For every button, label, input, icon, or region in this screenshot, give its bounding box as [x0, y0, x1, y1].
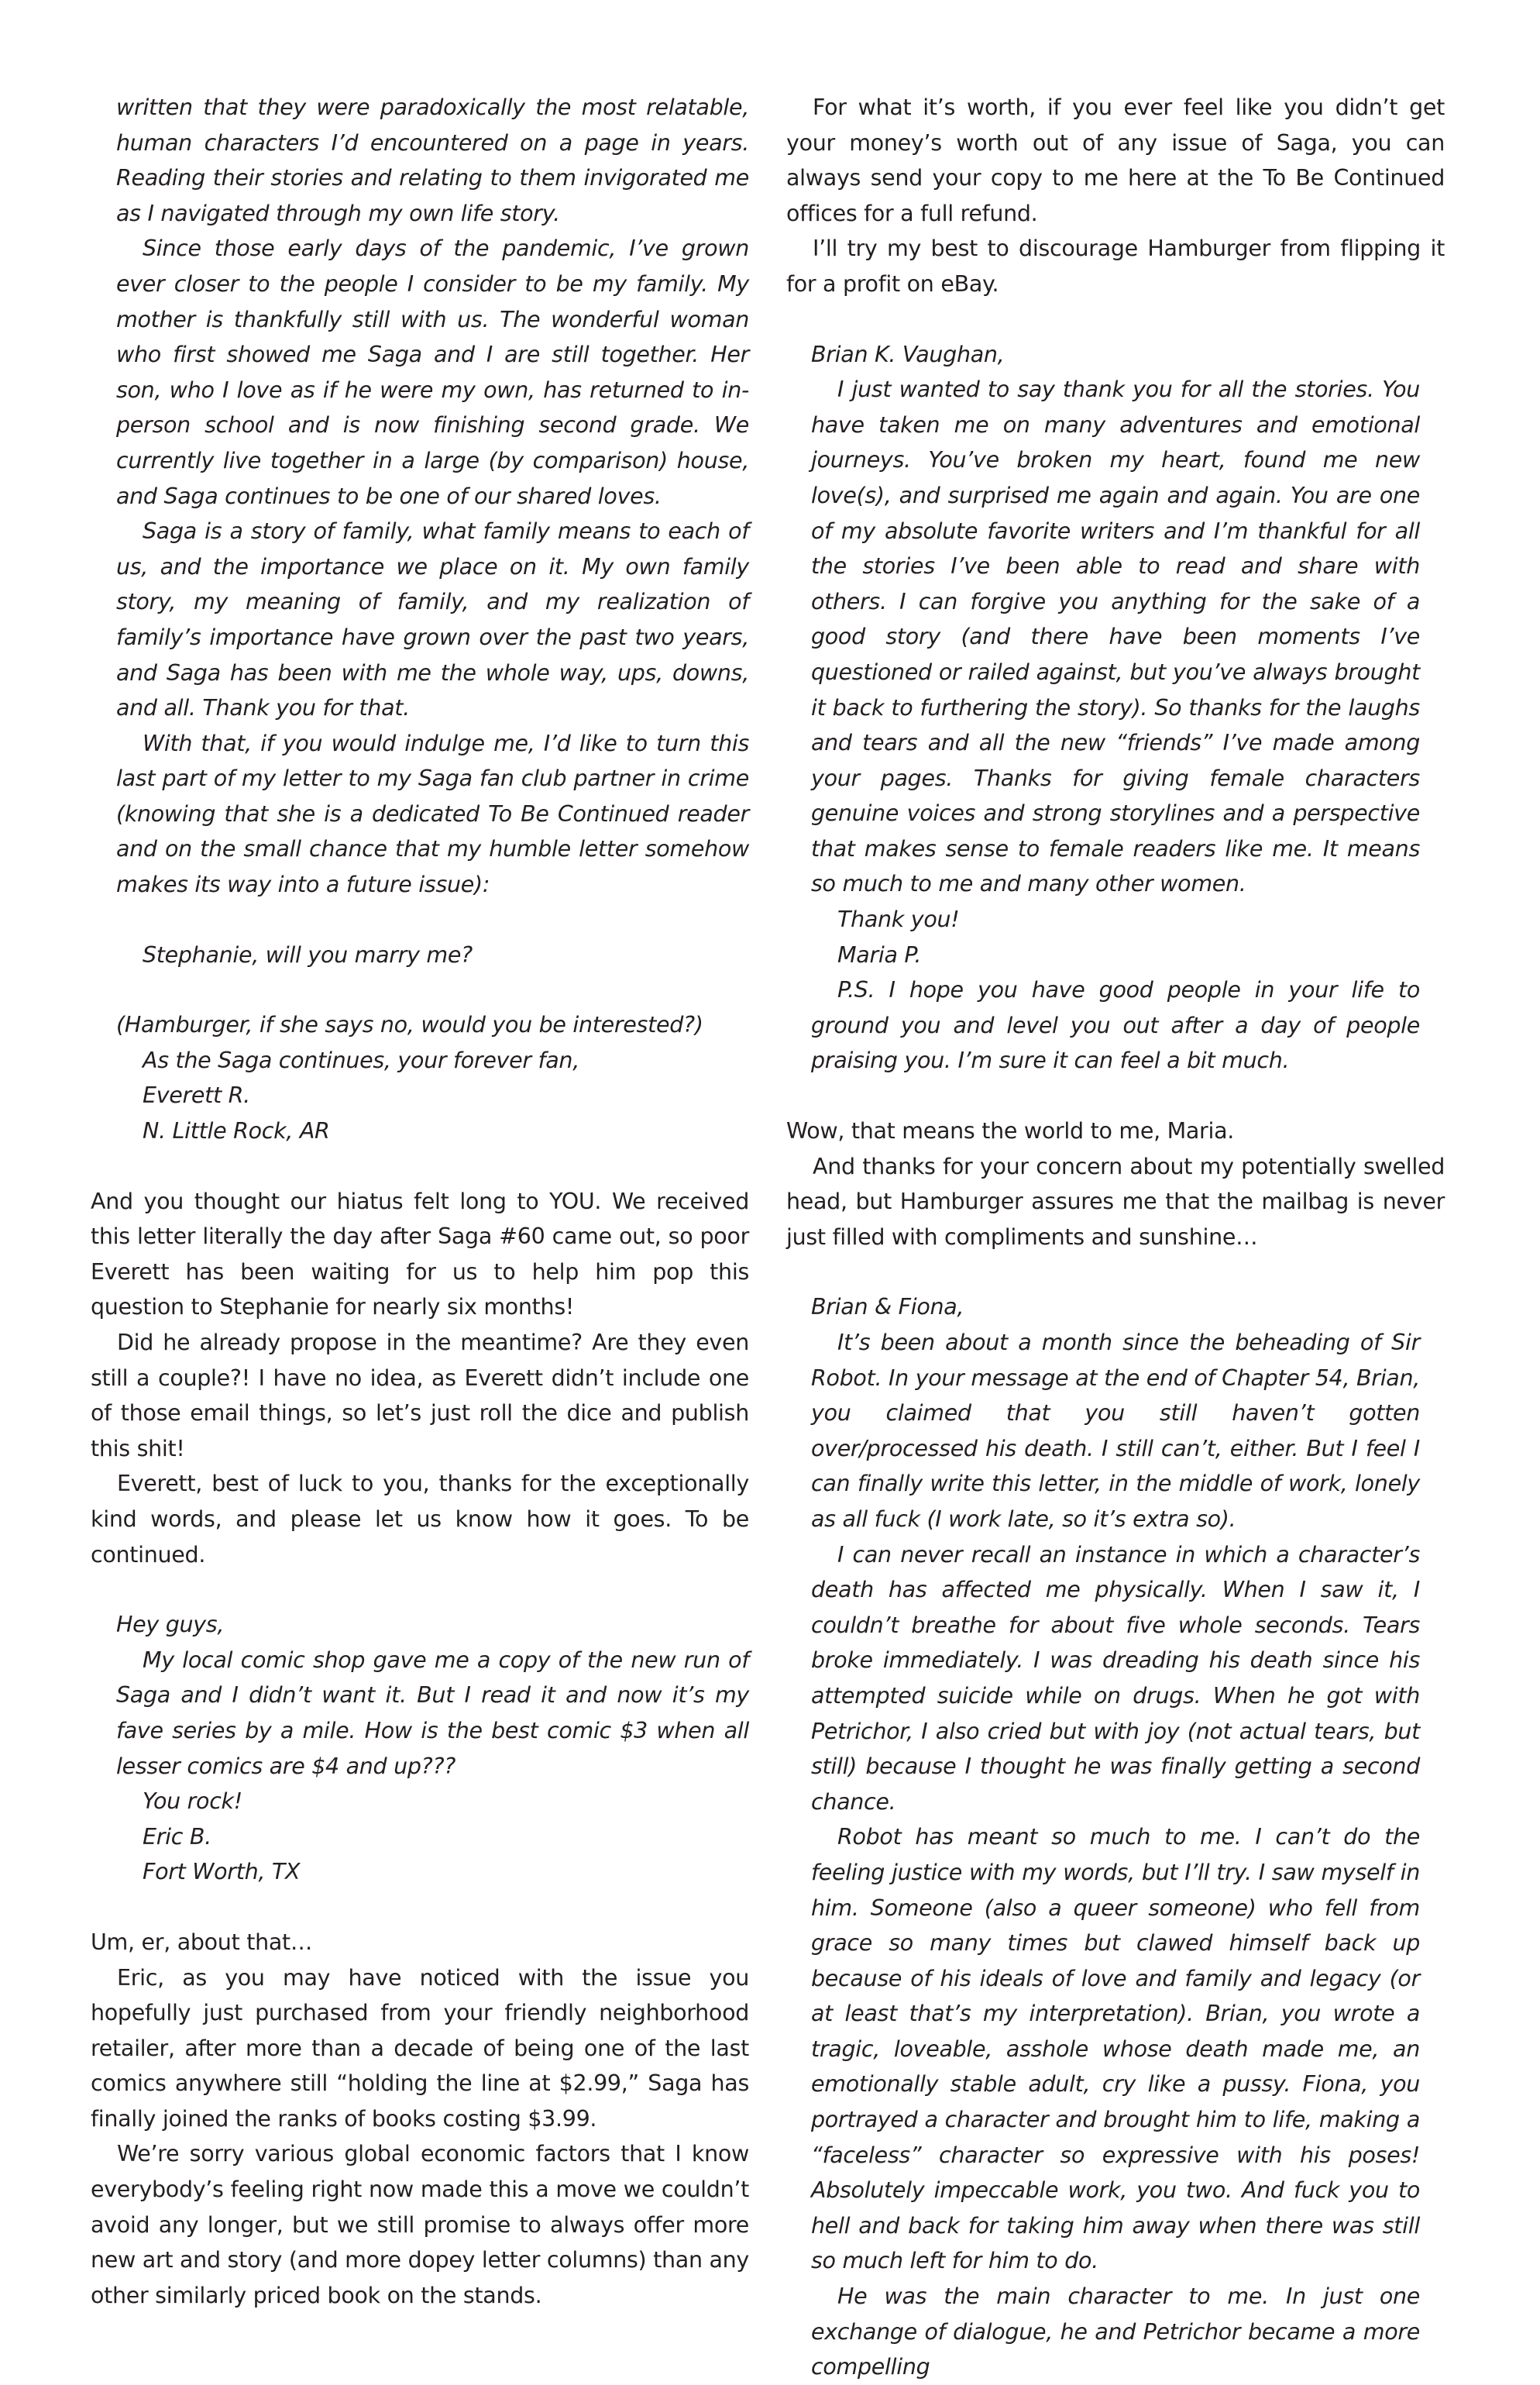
- letter-paragraph: I just wanted to say thank you for all the stories. You have taken me on many adventures and emotional journeys. You’ve broken my heart, found me new love(s), and surprised me again and again. You are one of my absolute favorite writers and I’m thankful for all the stories I’ve been able to read and share with others. I can forgive you anything for the sake of a good story (and there have been moments I’ve questioned or railed against, but you’ve always brought it back to furthering the story). So thanks for the laughs and tears and all the new “friends” I’ve made among your pages. Thanks for giving female characters genuine voices and strong storylines and a perspective that makes sense to female readers like me. It means so much to me and many other women.: [811, 377, 1420, 897]
- letter-paragraph: Since those early days of the pandemic, I’ve grown ever closer to the people I consider to be my family. My mother is thankfully still with us. The wonderful woman who first showed me Saga and I are still together. Her son, who I love as if he were my own, has returned to in-person school and is now finishing second grade. We currently live together in a large (by comparison) house, and Saga continues to be one of our shared loves.: [116, 236, 749, 509]
- reply-paragraph: Did he already propose in the meantime? Are they even still a couple?! I have no idea, as Everett didn’t include one of those email things, so let’s just roll the dice and publish this shit!: [91, 1330, 749, 1461]
- reply-paragraph: Everett, best of luck to you, thanks for the exceptionally kind words, and please let us know how it goes. To be continued.: [91, 1471, 749, 1568]
- letter-paragraph: It’s been about a month since the beheading of Sir Robot. In your message at the end of Chapter 54, Brian, you claimed that you still haven’t gotten over/processed his death. I still can’t, either. But I feel I can finally write this letter, in the middle of work, lonely as all fuck (I work late, so it’s extra so).: [811, 1330, 1420, 1532]
- letter-robot: [786, 1289, 1445, 2384]
- reply-everett: [91, 1184, 749, 1573]
- reply-paragraph: Um, er, about that…: [91, 1929, 313, 1955]
- letter-maria: [786, 337, 1445, 1079]
- letter-signoff: Thank you!: [837, 907, 960, 933]
- letter-paragraph: My local comic shop gave me a copy of the new run of Saga and I didn’t want it. But I read it and now it’s my fave series by a mile. How is the best comic $3 when all lesser comics are $4 and up???: [116, 1647, 749, 1779]
- letter-paragraph: He was the main character to me. In just one exchange of dialogue, he and Petrichor became a more compelling: [811, 2283, 1420, 2380]
- letter-paragraph: Robot has meant so much to me. I can’t do the feeling justice with my words, but I’ll try. I saw myself in him. Someone (also a queer someone) who fell from grace so many times but clawed himself back up because of his ideals of love and family and legacy (or at least that’s my interpretation). Brian, you wrote a tragic, loveable, asshole whose death made me, an emotionally stable adult, cry like a pussy. Fiona, you portrayed a character and brought him to life, making a “faceless” character so expressive with his poses! Absolutely impeccable work, you two. And fuck you to hell and back for taking him away when there was still so much left for him to do.: [811, 1824, 1420, 2274]
- letter-salutation: Brian & Fiona,: [811, 1294, 964, 1320]
- letter-paragraph: Saga is a story of family, what family means to each of us, and the importance we place on it. My own family story, my meaning of family, and my realization of family’s importance have grown over the past two years, and Saga has been with me the whole way, ups, downs, and all. Thank you for that.: [116, 518, 749, 721]
- letter-salutation: Hey guys,: [116, 1612, 225, 1638]
- letter-salutation: Brian K. Vaughan,: [811, 341, 1005, 367]
- reply-paragraph: We’re sorry various global economic factors that I know everybody’s feeling right now made this a move we couldn’t avoid any longer, but we still promise to always offer more new art and story (and more dopey letter columns) than any other similarly priced book on the stands.: [91, 2141, 749, 2308]
- letter-signature-name: Everett R.: [143, 1082, 250, 1109]
- letter-closing: As the Saga continues, your forever fan,: [143, 1047, 579, 1073]
- left-column: [91, 90, 749, 2313]
- letter-signoff: You rock!: [143, 1788, 242, 1815]
- reply-paragraph: For what it’s worth, if you ever feel like you didn’t get your money’s worth out of any issue of Saga, you can always send your copy to me here at the To Be Continued offices for a full refund.: [786, 95, 1445, 226]
- letter-signature-location: Fort Worth, TX: [143, 1859, 301, 1885]
- aside-line: (Hamburger, if she says no, would you be interested?): [116, 1012, 703, 1038]
- letter-postscript: P.S. I hope you have good people in your life to ground you and level you out after a day of people praising you. I’m sure it can feel a bit much.: [811, 977, 1420, 1074]
- letter-eric: [91, 1607, 749, 1890]
- reply-eric: [91, 1925, 749, 2314]
- reply-paragraph: Wow, that means the world to me, Maria.: [786, 1118, 1235, 1144]
- right-column: [786, 90, 1445, 2385]
- letter-signature-name: Eric B.: [143, 1823, 211, 1850]
- reply-maria: [786, 1113, 1445, 1254]
- reply-eric-continued: [786, 90, 1445, 302]
- letter-signature-name: Maria P.: [837, 941, 922, 968]
- reply-paragraph: Eric, as you may have noticed with the issue you hopefully just purchased from your friendly neighborhood retailer, after more than a decade of being one of the last comics anywhere still “holding the line at $2.99,” Saga has finally joined the ranks of books costing $3.99.: [91, 1964, 749, 2132]
- letter-paragraph: written that they were paradoxically the most relatable, human characters I’d encountered on a page in years. Reading their stories and relating to them invigorated me as I navigated through my own life story.: [116, 95, 749, 226]
- letter-paragraph: With that, if you would indulge me, I’d like to turn this last part of my letter to my Saga fan club partner in crime (knowing that she is a dedicated To Be Continued reader and on the small chance that my humble letter somehow makes its way into a future issue):: [116, 730, 749, 898]
- reply-paragraph: And you thought our hiatus felt long to YOU. We received this letter literally the day after Saga #60 came out, so poor Everett has been waiting for us to help him pop this question to Stephanie for nearly six months!: [91, 1188, 749, 1320]
- proposal-line: Stephanie, will you marry me?: [143, 941, 473, 968]
- letter-signature-location: N. Little Rock, AR: [143, 1118, 330, 1144]
- reply-paragraph: And thanks for your concern about my potentially swelled head, but Hamburger assures me that the mailbag is never just filled with compliments and sunshine…: [786, 1153, 1445, 1250]
- letter-paragraph: I can never recall an instance in which a character’s death has affected me physically. When I saw it, I couldn’t breathe for about five whole seconds. Tears broke immediately. I was dreading his death since his attempted suicide while on drugs. When he got with Petrichor, I also cried but with joy (not actual tears, but still) because I thought he was finally getting a second chance.: [811, 1541, 1420, 1815]
- reply-paragraph: I’ll try my best to discourage Hamburger from flipping it for a profit on eBay.: [786, 236, 1445, 297]
- letter-everett: [91, 90, 749, 1149]
